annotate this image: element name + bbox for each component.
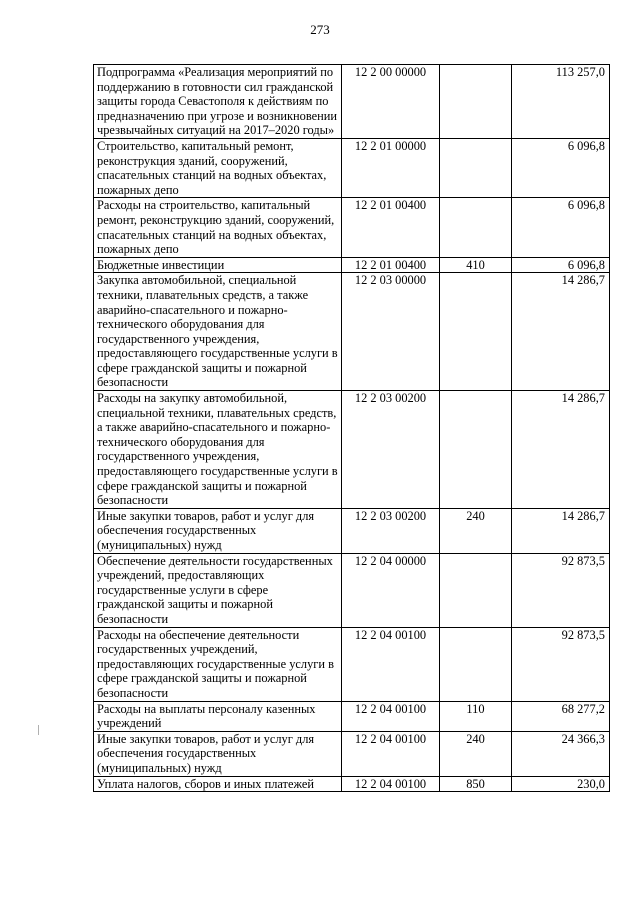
budget-table [93, 64, 610, 792]
row-code-cell: 12 2 01 00400 [342, 198, 440, 257]
row-type-cell: 110 [440, 701, 512, 731]
row-code-cell: 12 2 03 00200 [342, 508, 440, 553]
table-row [94, 138, 610, 197]
table-row [94, 273, 610, 391]
row-type-cell [440, 553, 512, 627]
row-name-cell: Закупка автомобильной, специальной техники, плавательных средств, а также аварийно-спасательного и пожарно-технического оборудования для государственного учреждения, предоставляющего государственные услуги в сфере гражданской защиты и пожарной безопасности [94, 273, 342, 391]
row-type-cell [440, 273, 512, 391]
row-amount-cell: 230,0 [512, 776, 610, 792]
row-name-cell: Подпрограмма «Реализация мероприятий по поддержанию в готовности сил гражданской защиты города Севастополя к действиям по предназначению при угрозе и возникновении чрезвычайных ситуаций на 2017–2020 годы» [94, 65, 342, 139]
row-amount-cell: 6 096,8 [512, 198, 610, 257]
row-amount-cell: 6 096,8 [512, 138, 610, 197]
row-name-cell: Иные закупки товаров, работ и услуг для обеспечения государственных (муниципальных) нужд [94, 508, 342, 553]
margin-mark [38, 725, 39, 735]
row-code-cell: 12 2 01 00400 [342, 257, 440, 273]
row-amount-cell: 14 286,7 [512, 391, 610, 509]
row-name-cell: Расходы на обеспечение деятельности государственных учреждений, предоставляющих государственные услуги в сфере гражданской защиты и пожарной безопасности [94, 627, 342, 701]
row-amount-cell: 92 873,5 [512, 553, 610, 627]
table-row [94, 627, 610, 701]
table-row [94, 198, 610, 257]
table-row [94, 508, 610, 553]
row-type-cell [440, 65, 512, 139]
row-code-cell: 12 2 01 00000 [342, 138, 440, 197]
table-row [94, 257, 610, 273]
table-row [94, 776, 610, 792]
row-code-cell: 12 2 03 00200 [342, 391, 440, 509]
row-code-cell: 12 2 04 00000 [342, 553, 440, 627]
row-name-cell: Уплата налогов, сборов и иных платежей [94, 776, 342, 792]
table-row [94, 391, 610, 509]
row-name-cell: Строительство, капитальный ремонт, реконструкция зданий, сооружений, спасательных станций на водных объектах, пожарных депо [94, 138, 342, 197]
row-type-cell: 410 [440, 257, 512, 273]
row-amount-cell: 14 286,7 [512, 508, 610, 553]
row-name-cell: Расходы на строительство, капитальный ремонт, реконструкцию зданий, сооружений, спасательных станций на водных объектах, пожарных депо [94, 198, 342, 257]
table-row [94, 65, 610, 139]
table-row [94, 731, 610, 776]
row-type-cell [440, 138, 512, 197]
row-code-cell: 12 2 04 00100 [342, 627, 440, 701]
row-amount-cell: 113 257,0 [512, 65, 610, 139]
row-type-cell: 240 [440, 508, 512, 553]
row-name-cell: Расходы на выплаты персоналу казенных учреждений [94, 701, 342, 731]
row-amount-cell: 68 277,2 [512, 701, 610, 731]
table-row [94, 553, 610, 627]
row-amount-cell: 24 366,3 [512, 731, 610, 776]
row-amount-cell: 14 286,7 [512, 273, 610, 391]
row-name-cell: Расходы на закупку автомобильной, специальной техники, плавательных средств, а также аварийно-спасательного и пожарно-технического оборудования для государственного учреждения, предоставляющего государственные услуги в сфере гражданской защиты и пожарной безопасности [94, 391, 342, 509]
row-code-cell: 12 2 04 00100 [342, 776, 440, 792]
row-type-cell: 850 [440, 776, 512, 792]
row-type-cell [440, 198, 512, 257]
row-type-cell [440, 391, 512, 509]
row-type-cell [440, 627, 512, 701]
row-type-cell: 240 [440, 731, 512, 776]
row-amount-cell: 6 096,8 [512, 257, 610, 273]
row-amount-cell: 92 873,5 [512, 627, 610, 701]
row-code-cell: 12 2 00 00000 [342, 65, 440, 139]
table-row [94, 701, 610, 731]
row-name-cell: Обеспечение деятельности государственных учреждений, предоставляющих государственные услуги в сфере гражданской защиты и пожарной безопасности [94, 553, 342, 627]
page-number: 273 [310, 22, 330, 37]
row-name-cell: Бюджетные инвестиции [94, 257, 342, 273]
row-code-cell: 12 2 04 00100 [342, 731, 440, 776]
row-code-cell: 12 2 04 00100 [342, 701, 440, 731]
row-code-cell: 12 2 03 00000 [342, 273, 440, 391]
row-name-cell: Иные закупки товаров, работ и услуг для обеспечения государственных (муниципальных) нужд [94, 731, 342, 776]
